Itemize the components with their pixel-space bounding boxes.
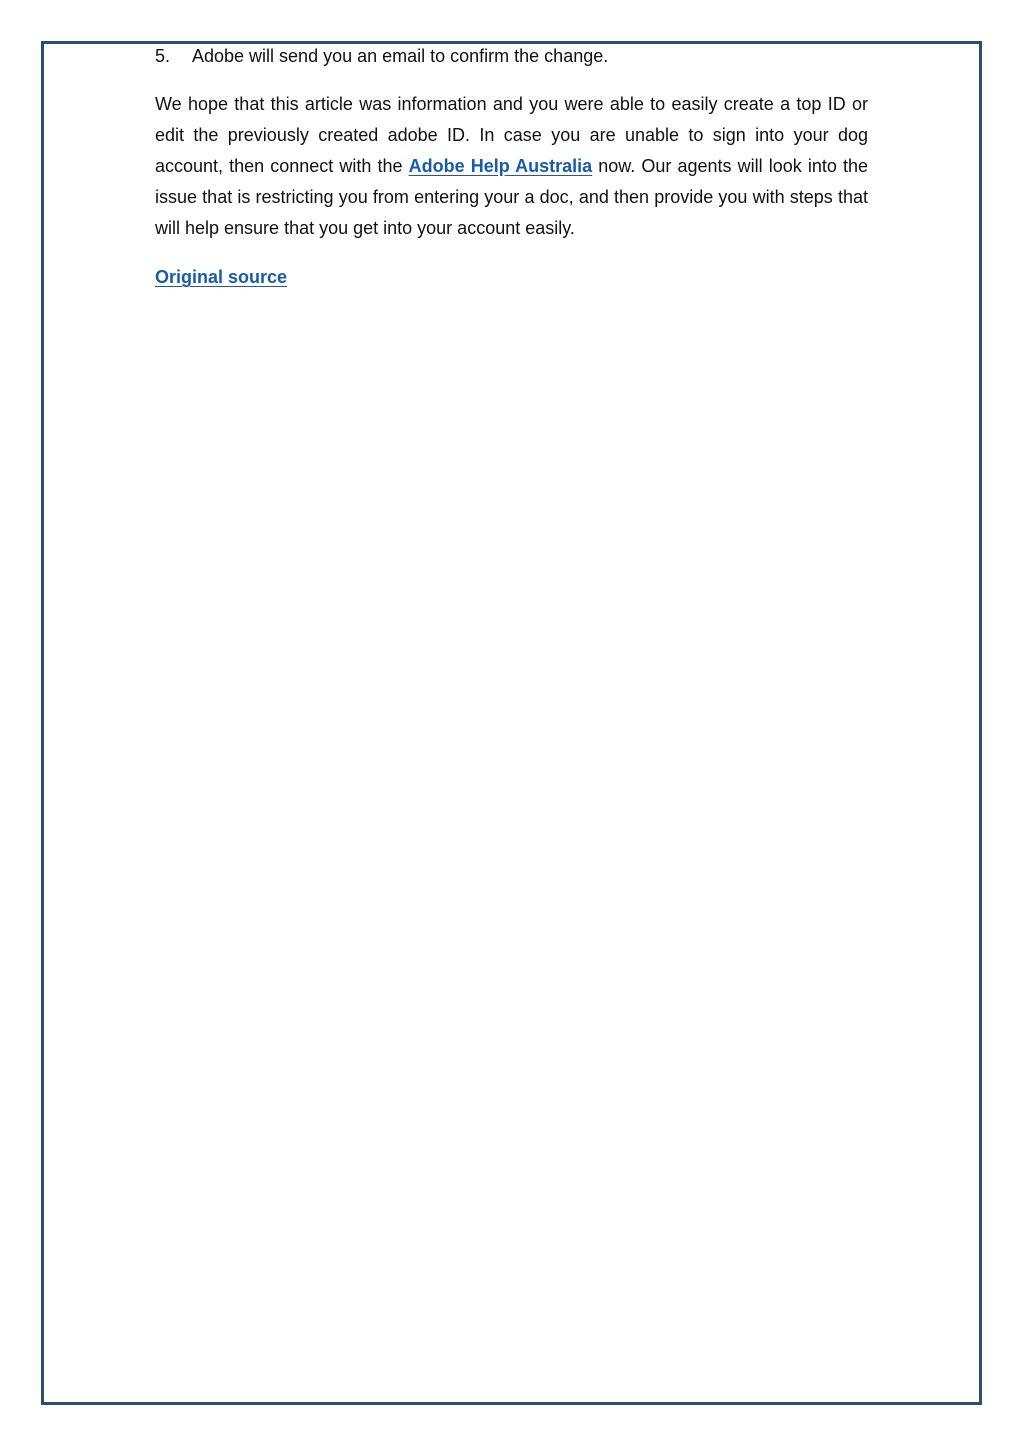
- list-item-number: 5.: [155, 46, 171, 66]
- paragraph-text-before-link: We hope that this article was information and you were able to easily create a top ID or edit the previously created adobe ID. In case you are unable to sign into your dog account, then connect with the: [155, 94, 868, 176]
- closing-paragraph: [155, 89, 868, 244]
- adobe-help-australia-link[interactable]: Adobe Help Australia: [408, 156, 593, 176]
- list-item-text: Adobe will send you an email to confirm the change.: [192, 46, 609, 66]
- paragraph-text-after-link: now. Our agents will look into the issue that is restricting you from entering your a doc, and then provide you with steps that will help ensure that you get into your account easily.: [155, 156, 868, 238]
- document-body: [155, 43, 868, 293]
- source-line: [155, 262, 868, 293]
- original-source-link[interactable]: Original source: [155, 267, 288, 287]
- list-item-5: [155, 43, 868, 69]
